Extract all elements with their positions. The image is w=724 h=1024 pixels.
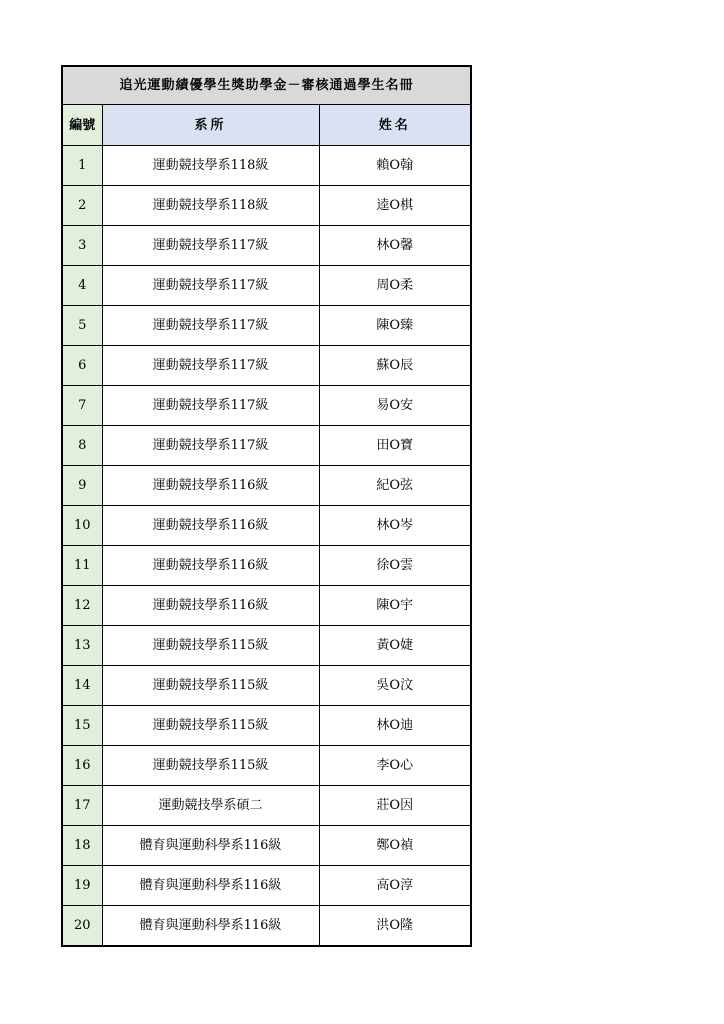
table-row bbox=[62, 626, 471, 666]
student-roster-table bbox=[61, 65, 472, 947]
row-student-name: 紀O弦 bbox=[319, 466, 471, 506]
row-department: 體育與運動科學系116級 bbox=[102, 826, 319, 866]
row-number: 7 bbox=[62, 386, 102, 426]
row-department: 運動競技學系117級 bbox=[102, 346, 319, 386]
row-number: 11 bbox=[62, 546, 102, 586]
table-row bbox=[62, 866, 471, 906]
table-row bbox=[62, 386, 471, 426]
row-department: 運動競技學系117級 bbox=[102, 306, 319, 346]
row-student-name: 陳O臻 bbox=[319, 306, 471, 346]
row-student-name: 黃O婕 bbox=[319, 626, 471, 666]
row-department: 運動競技學系碩二 bbox=[102, 786, 319, 826]
roster-body bbox=[62, 146, 471, 947]
row-student-name: 徐O雲 bbox=[319, 546, 471, 586]
row-department: 運動競技學系117級 bbox=[102, 386, 319, 426]
table-row bbox=[62, 586, 471, 626]
row-number: 14 bbox=[62, 666, 102, 706]
table-row bbox=[62, 666, 471, 706]
row-department: 體育與運動科學系116級 bbox=[102, 906, 319, 947]
header-name: 姓名 bbox=[319, 105, 471, 146]
row-number: 19 bbox=[62, 866, 102, 906]
row-student-name: 易O安 bbox=[319, 386, 471, 426]
row-number: 5 bbox=[62, 306, 102, 346]
table-row bbox=[62, 466, 471, 506]
row-student-name: 周O柔 bbox=[319, 266, 471, 306]
table-row bbox=[62, 906, 471, 947]
table-row bbox=[62, 786, 471, 826]
row-number: 6 bbox=[62, 346, 102, 386]
row-number: 3 bbox=[62, 226, 102, 266]
row-department: 運動競技學系118級 bbox=[102, 186, 319, 226]
row-student-name: 莊O因 bbox=[319, 786, 471, 826]
table-row bbox=[62, 426, 471, 466]
row-number: 9 bbox=[62, 466, 102, 506]
row-department: 運動競技學系115級 bbox=[102, 626, 319, 666]
row-number: 2 bbox=[62, 186, 102, 226]
table-row bbox=[62, 826, 471, 866]
row-student-name: 賴O翰 bbox=[319, 146, 471, 186]
row-department: 運動競技學系116級 bbox=[102, 546, 319, 586]
row-student-name: 鄭O禎 bbox=[319, 826, 471, 866]
row-student-name: 逵O棋 bbox=[319, 186, 471, 226]
table-row bbox=[62, 546, 471, 586]
row-number: 20 bbox=[62, 906, 102, 947]
table-title: 追光運動績優學生獎助學金－審核通過學生名冊 bbox=[62, 66, 471, 105]
row-department: 運動競技學系116級 bbox=[102, 506, 319, 546]
table-row bbox=[62, 706, 471, 746]
table-row bbox=[62, 506, 471, 546]
row-student-name: 高O淳 bbox=[319, 866, 471, 906]
row-department: 體育與運動科學系116級 bbox=[102, 866, 319, 906]
table-row bbox=[62, 226, 471, 266]
row-department: 運動競技學系116級 bbox=[102, 586, 319, 626]
table-row bbox=[62, 306, 471, 346]
row-student-name: 林O馨 bbox=[319, 226, 471, 266]
row-student-name: 田O寶 bbox=[319, 426, 471, 466]
table-row bbox=[62, 266, 471, 306]
row-department: 運動競技學系118級 bbox=[102, 146, 319, 186]
table-row bbox=[62, 146, 471, 186]
row-department: 運動競技學系117級 bbox=[102, 266, 319, 306]
row-student-name: 陳O宇 bbox=[319, 586, 471, 626]
row-student-name: 李O心 bbox=[319, 746, 471, 786]
row-department: 運動競技學系117級 bbox=[102, 426, 319, 466]
row-student-name: 林O迪 bbox=[319, 706, 471, 746]
row-number: 17 bbox=[62, 786, 102, 826]
row-department: 運動競技學系117級 bbox=[102, 226, 319, 266]
row-department: 運動競技學系115級 bbox=[102, 706, 319, 746]
row-student-name: 林O岑 bbox=[319, 506, 471, 546]
row-student-name: 洪O隆 bbox=[319, 906, 471, 947]
row-department: 運動競技學系116級 bbox=[102, 466, 319, 506]
row-number: 4 bbox=[62, 266, 102, 306]
row-number: 10 bbox=[62, 506, 102, 546]
row-number: 18 bbox=[62, 826, 102, 866]
row-department: 運動競技學系115級 bbox=[102, 746, 319, 786]
table-row bbox=[62, 746, 471, 786]
row-number: 16 bbox=[62, 746, 102, 786]
row-number: 12 bbox=[62, 586, 102, 626]
row-number: 1 bbox=[62, 146, 102, 186]
row-number: 15 bbox=[62, 706, 102, 746]
row-number: 8 bbox=[62, 426, 102, 466]
row-department: 運動競技學系115級 bbox=[102, 666, 319, 706]
row-student-name: 吳O汶 bbox=[319, 666, 471, 706]
row-number: 13 bbox=[62, 626, 102, 666]
table-row bbox=[62, 186, 471, 226]
row-student-name: 蘇O辰 bbox=[319, 346, 471, 386]
header-number: 編號 bbox=[62, 105, 102, 146]
header-department: 系所 bbox=[102, 105, 319, 146]
table-row bbox=[62, 346, 471, 386]
